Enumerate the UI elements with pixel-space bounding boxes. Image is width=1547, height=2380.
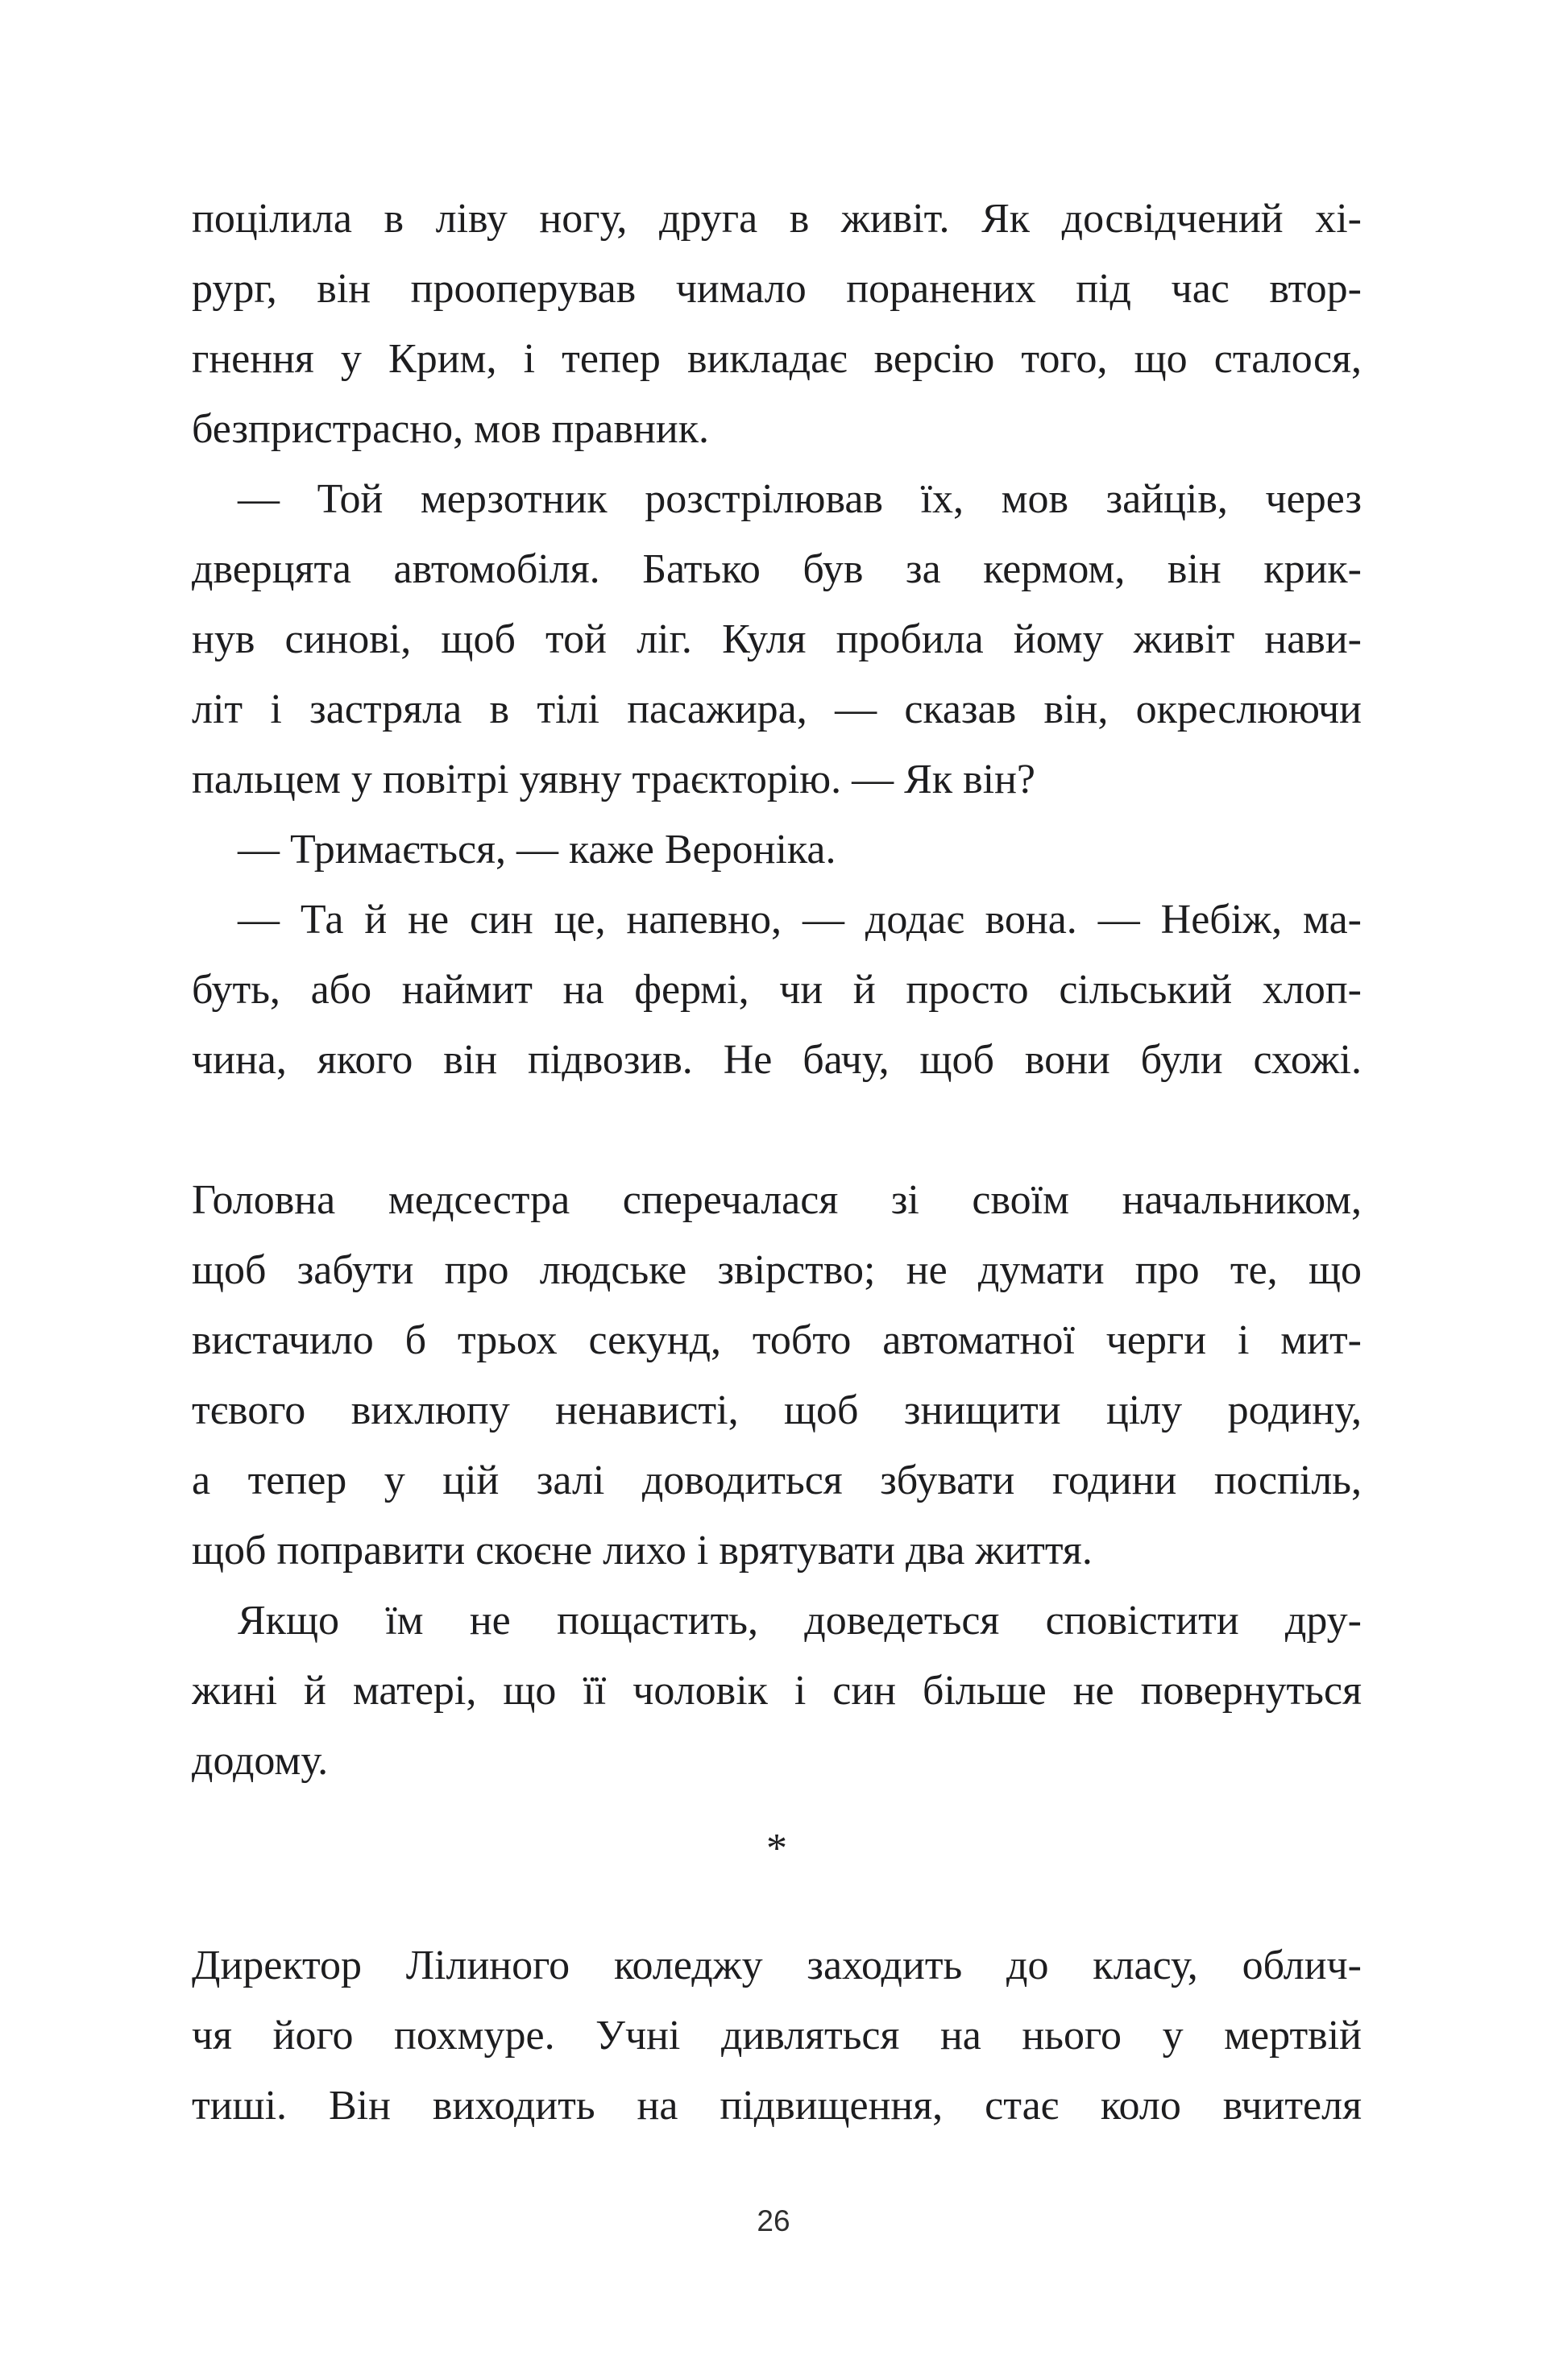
text-line: Головна медсестра сперечалася зі своїм начальником, — [192, 1177, 1362, 1223]
text-line: — Той мерзотник розстрілював їх, мов зайців, через — [238, 476, 1362, 522]
paragraph — [192, 1930, 1362, 2141]
text-line: пальцем у повітрі уявну траєкторію. — Як він? — [192, 757, 1036, 802]
text-line: Якщо їм не пощастить, доведеться сповістити дру- — [238, 1598, 1362, 1644]
text-line: рург, він прооперував чимало поранених під час втор- — [192, 266, 1362, 312]
text-line: буть, або наймит на фермі, чи й просто сільський хлоп- — [192, 967, 1362, 1013]
text-line: — Та й не син це, напевно, — додає вона. — Небіж, ма- — [238, 897, 1362, 943]
paragraph — [192, 885, 1362, 1095]
paragraph — [192, 184, 1362, 464]
text-line: вистачило б трьох секунд, тобто автоматної черги і мит- — [192, 1317, 1362, 1363]
text-line: щоб забути про людське звірство; не думати про те, що — [192, 1247, 1362, 1293]
text-line: тєвого вихлюпу ненависті, щоб знищити цілу родину, — [192, 1387, 1362, 1433]
paragraph — [192, 464, 1362, 815]
paragraph — [192, 1165, 1362, 1586]
text-line: Директор Лілиного коледжу заходить до класу, облич- — [192, 1943, 1362, 1988]
text-line: безпристрасно, мов правник. — [192, 406, 709, 452]
text-line: — Тримається, — каже Вероніка. — [238, 827, 836, 873]
text-line: нув синові, щоб той ліг. Куля пробила йому живіт нави- — [192, 616, 1362, 662]
text-line: додому. — [192, 1738, 329, 1784]
text-line: жині й матері, що її чоловік і син більше не повернуться — [192, 1668, 1362, 1714]
paragraph — [192, 815, 1362, 885]
text-line: а тепер у цій залі доводиться збувати години поспіль, — [192, 1457, 1362, 1503]
section-divider: * — [766, 1826, 787, 1872]
text-line: гнення у Крим, і тепер викладає версію того, що сталося, — [192, 336, 1362, 382]
text-line: поцілила в ліву ногу, друга в живіт. Як досвідчений хі- — [192, 196, 1362, 242]
page-number: 26 — [757, 2204, 790, 2237]
text-line: чина, якого він підвозив. Не бачу, щоб вони були схожі. — [192, 1037, 1362, 1083]
text-line: літ і застряла в тілі пасажира, — сказав він, окреслюючи — [192, 686, 1362, 732]
text-line: щоб поправити скоєне лихо і врятувати два життя. — [192, 1528, 1093, 1574]
text-line: дверцята автомобіля. Батько був за кермом, він крик- — [192, 546, 1362, 592]
text-line: тиші. Він виходить на підвищення, стає коло вчителя — [192, 2083, 1362, 2129]
page-text — [192, 184, 1362, 2141]
text-line: чя його похмуре. Учні дивляться на нього у мертвій — [192, 2013, 1362, 2059]
paragraph — [192, 1586, 1362, 1796]
